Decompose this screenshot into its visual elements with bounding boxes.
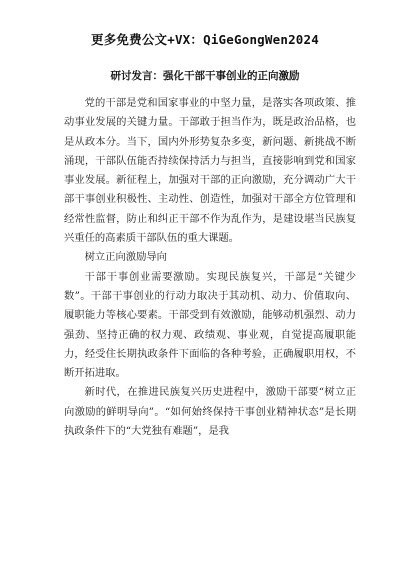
paragraph-intro: 党的干部是党和国家事业的中坚力量，是落实各项政策、推动事业发展的关键力量。干部敢于担当作为，既是政治品格，也是从政本分。当下，国内外形势复杂多变，新问题、新挑战不断涌现，干部队伍能否持续保持活力与担当，直接影响到党和国家事业发展。新征程上，加强对干部的正向激励，充分调动广大干部干事创业积极性、主动性、创造性，加强对干部全方位管理和经常性监督，防止和纠正干部不作为乱作为，是建设堪当民族复兴重任的高素质干部队伍的重大课题。	[64, 97, 356, 245]
document-body	[64, 94, 356, 441]
document-title: 研讨发言：强化干部干事创业的正向激励	[110, 70, 300, 82]
paragraph-motivation: 干部干事创业需要激励。实现民族复兴，干部是“关键少数”。干部干事创业的行动力取决于其动机、动力、价值取向、履职能力等核心要素。干部受到有效激励，能够动机强烈、动力强劲、坚持正确的权力观、政绩观、事业观，自觉提高履职能力，经受住长期执政条件下面临的各种考验，正确履职用权，不断开拓进取。	[64, 270, 356, 380]
section-heading: 树立正向激励导向	[84, 251, 167, 264]
paragraph-new-era: 新时代，在推进民族复兴历史进程中，激励干部要“树立正向激励的鲜明导向”。“如何始终保持干事创业精神状态”是长期执政条件下的“大党独有难题”，是我	[64, 386, 356, 438]
watermark-banner: 更多免费公文+VX：QiGeGongWen2024	[91, 32, 319, 47]
